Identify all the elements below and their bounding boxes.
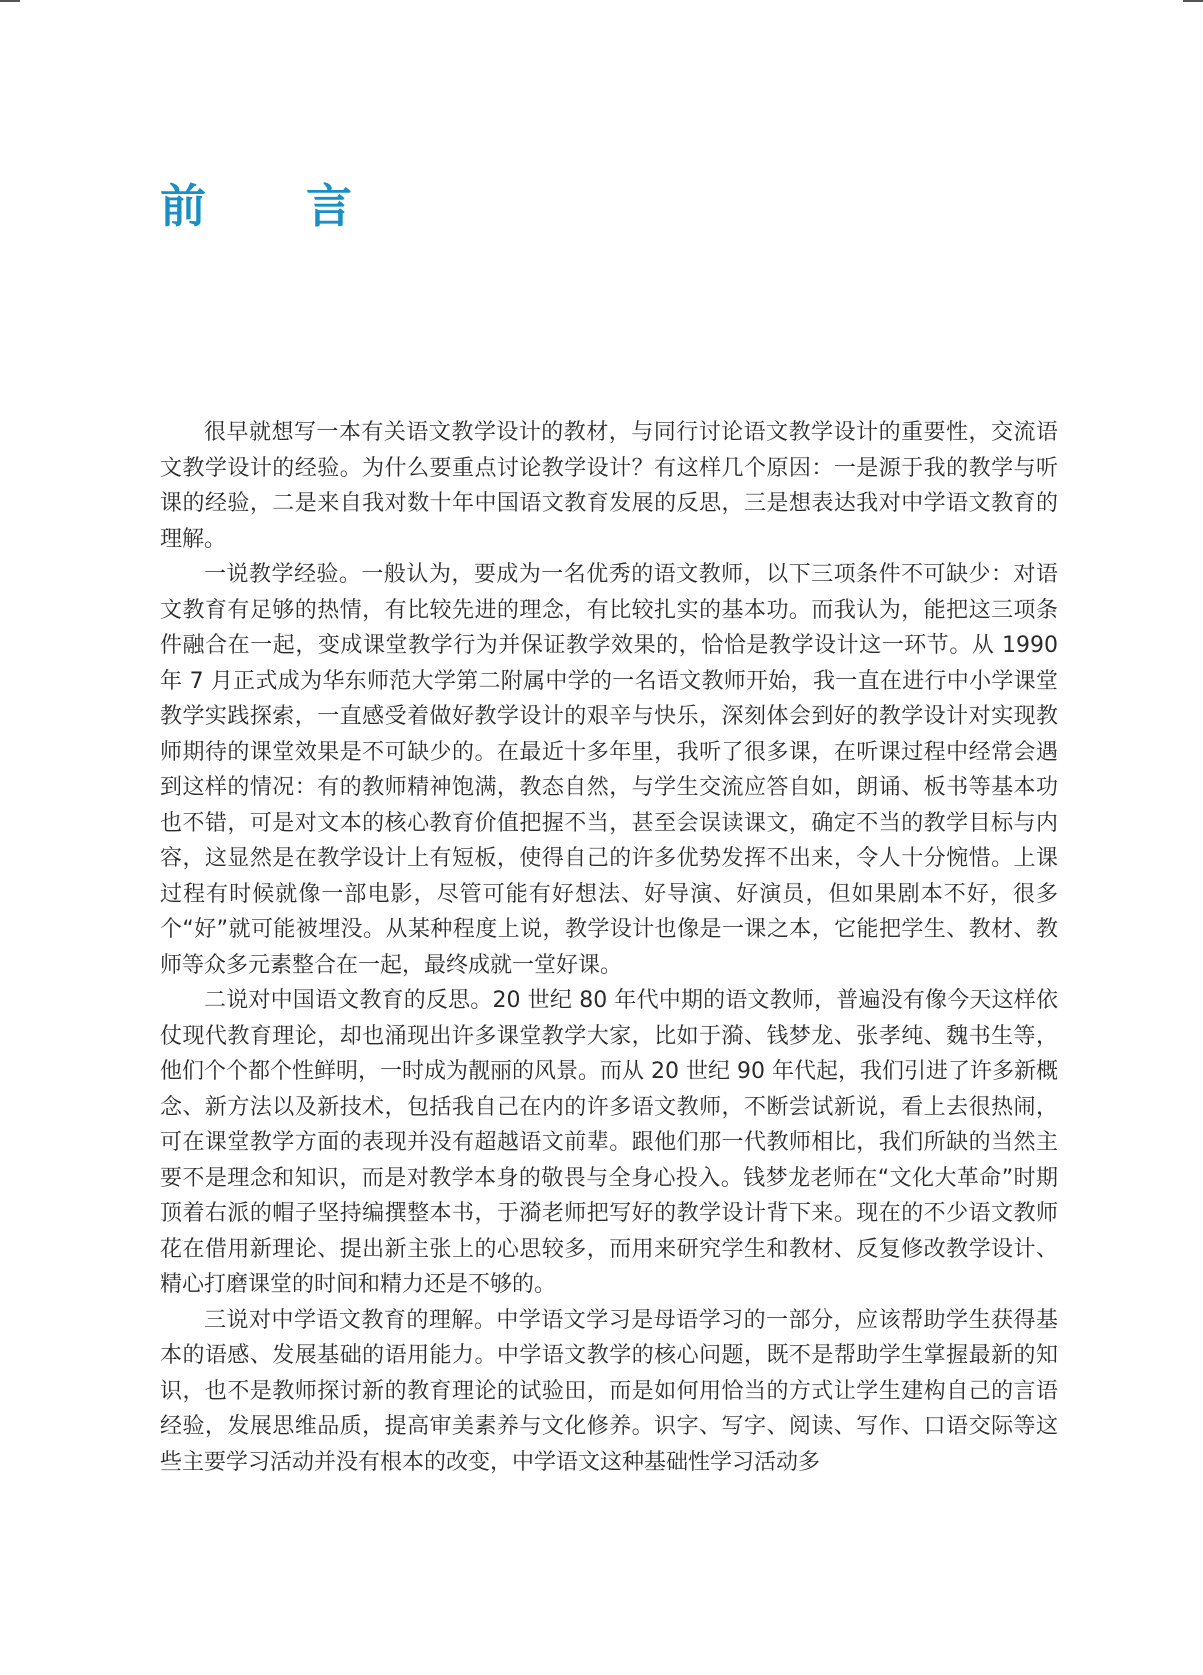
paragraph-1: 很早就想写一本有关语文教学设计的教材，与同行讨论语文教学设计的重要性，交流语文教学设计的经验。为什么要重点讨论教学设计？有这样几个原因：一是源于我的教学与听课的经验，二是来自我对数十年中国语文教育发展的反思，三是想表达我对中学语文教育的理解。 (160, 420, 1058, 552)
preface-heading: 前 言 (160, 179, 395, 233)
paragraph-2: 一说教学经验。一般认为，要成为一名优秀的语文教师，以下三项条件不可缺少：对语文教育有足够的热情，有比较先进的理念，有比较扎实的基本功。而我认为，能把这三项条件融合在一起，变成课堂教学行为并保证教学效果的，恰恰是教学设计这一环节。从 1990 年 7 月正式成为华东师范大学第二附属中学的一名语文教师开始，我一直在进行中小学课堂教学实践探索，一直感受着做好教学设计的艰辛与快乐，深刻体会到好的教学设计对实现教师期待的课堂效果是不可缺少的。在最近十多年里，我听了很多课，在听课过程中经常会遇到这样的情况：有的教师精神饱满，教态自然，与学生交流应答自如，朗诵、板书等基本功也不错，可是对文本的核心教育价值把握不当，甚至会误读课文，确定不当的教学目标与内容，这显然是在教学设计上有短板，使得自己的许多优势发挥不出来，令人十分惋惜。上课过程有时候就像一部电影，尽管可能有好想法、好导演、好演员，但如果剧本不好，很多个“好”就可能被埋没。从某种程度上说，教学设计也像是一课之本，它能把学生、教材、教师等众多元素整合在一起，最终成就一堂好课。 (160, 562, 1058, 978)
paragraph-4: 三说对中学语文教育的理解。中学语文学习是母语学习的一部分，应该帮助学生获得基本的语感、发展基础的语用能力。中学语文教学的核心问题，既不是帮助学生掌握最新的知识，也不是教师探讨新的教育理论的试验田，而是如何用恰当的方式让学生建构自己的言语经验，发展思维品质，提高审美素养与文化修养。识字、写字、阅读、写作、口语交际等这些主要学习活动并没有根本的改变，中学语文这种基础性学习活动多 (160, 1307, 1058, 1475)
crop-mark-right (1183, 0, 1203, 2)
preface-body (160, 415, 1058, 1480)
crop-mark-left (0, 0, 20, 2)
paragraph-3: 二说对中国语文教育的反思。20 世纪 80 年代中期的语文教师，普遍没有像今天这样依仗现代教育理论，却也涌现出许多课堂教学大家，比如于漪、钱梦龙、张孝纯、魏书生等，他们个个都个性鲜明，一时成为靓丽的风景。而从 20 世纪 90 年代起，我们引进了许多新概念、新方法以及新技术，包括我自己在内的许多语文教师，不断尝试新说，看上去很热闹，可在课堂教学方面的表现并没有超越语文前辈。跟他们那一代教师相比，我们所缺的当然主要不是理念和知识，而是对教学本身的敬畏与全身心投入。钱梦龙老师在“文化大革命”时期顶着右派的帽子坚持编撰整本书，于漪老师把写好的教学设计背下来。现在的不少语文教师花在借用新理论、提出新主张上的心思较多，而用来研究学生和教材、反复修改教学设计、精心打磨课堂的时间和精力还是不够的。 (160, 988, 1058, 1297)
